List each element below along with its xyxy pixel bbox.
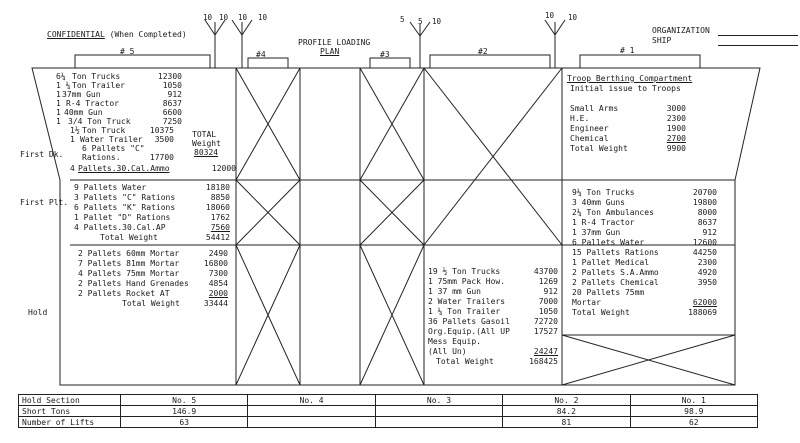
- value: 1050: [538, 307, 558, 316]
- item: 3 Pallets "C" Rations: [74, 193, 176, 202]
- item: 9 Pallets Water: [74, 183, 147, 192]
- value: 3500: [154, 135, 174, 144]
- item: Total Weight: [572, 308, 630, 317]
- item: 6 Pallets Water: [572, 238, 645, 247]
- item: 20 Pallets 75mm: [572, 288, 645, 297]
- value: 2700: [666, 134, 686, 143]
- item: R-4 Tractor: [66, 99, 119, 108]
- ship-label: SHIP: [652, 36, 672, 45]
- item: 4 Pallets.30.Cal.AP: [74, 223, 166, 232]
- when-completed-text: (When Completed): [109, 30, 187, 39]
- value: 4854: [208, 279, 228, 288]
- item: Mortar: [572, 298, 601, 307]
- item: 1 37 mm Gun: [428, 287, 481, 296]
- item: Pallets.30.Cal.Ammo: [78, 164, 170, 173]
- cell: 98.9: [630, 406, 757, 417]
- value: 54412: [205, 233, 230, 242]
- item: 1 Pallet "D" Rations: [74, 213, 171, 222]
- hold-section-summary-table: [18, 394, 758, 428]
- item: 1 Pallet Medical: [572, 258, 650, 267]
- qty: 6¼: [56, 72, 66, 81]
- item: Org.Equip.(All UP: [428, 327, 510, 336]
- item: 3 40mm Guns: [572, 198, 625, 207]
- item: 1 75mm Pack How.: [428, 277, 506, 286]
- item: 3/4 Ton Truck: [68, 117, 131, 126]
- value: 7250: [162, 117, 182, 126]
- cell: No. 5: [121, 395, 248, 406]
- deck-label-first-dk: First Dk.: [20, 150, 64, 159]
- hold2-hold-list: [428, 267, 558, 372]
- item: Total Weight: [436, 357, 494, 366]
- cell: 84.2: [503, 406, 630, 417]
- cell: [248, 417, 375, 428]
- cell: No. 1: [630, 395, 757, 406]
- hatch-label-3: #3: [380, 50, 390, 59]
- value: 2490: [208, 249, 228, 258]
- value: 3000: [666, 104, 686, 113]
- item: (All Un): [428, 347, 467, 356]
- item: Ton Trailer: [72, 81, 125, 90]
- item: 2 Pallets S.A.Ammo: [572, 268, 659, 277]
- value: 20700: [692, 188, 717, 197]
- item: Ton Truck: [82, 126, 126, 135]
- item: Total Weight: [122, 299, 180, 308]
- value: 18180: [205, 183, 230, 192]
- qty: 1½: [70, 126, 80, 135]
- item: 2 Water Trailers: [428, 297, 506, 306]
- qty: 1 ¼: [56, 81, 71, 90]
- table-row: [19, 395, 758, 406]
- item: 15 Pallets Rations: [572, 248, 659, 257]
- hold5-total-label2: Weight: [192, 139, 221, 148]
- value: 8637: [697, 218, 717, 227]
- item: 4 Pallets 75mm Mortar: [78, 269, 180, 278]
- value: 7300: [208, 269, 228, 278]
- value: 16800: [203, 259, 228, 268]
- value: 44250: [692, 248, 717, 257]
- value: 1900: [666, 124, 686, 133]
- value: 4920: [697, 268, 717, 277]
- hatch-label-4: #4: [256, 50, 266, 59]
- value: 2000: [208, 289, 228, 298]
- item: 1 ¼ Ton Trailer: [428, 307, 501, 316]
- item: Engineer: [570, 124, 609, 133]
- value: 1269: [538, 277, 558, 286]
- value: 12000: [211, 164, 236, 173]
- boom-label: 10: [203, 13, 213, 22]
- row-label: Number of Lifts: [19, 417, 121, 428]
- value: 8850: [210, 193, 230, 202]
- ship-line: [718, 45, 798, 46]
- cell: [248, 406, 375, 417]
- value: 6600: [162, 108, 182, 117]
- row-label: Hold Section: [19, 395, 121, 406]
- organization-line: [718, 35, 798, 36]
- value: 33444: [203, 299, 228, 308]
- value: 12300: [157, 72, 182, 81]
- cell: No. 4: [248, 395, 375, 406]
- value: 17700: [149, 153, 174, 162]
- value: 24247: [533, 347, 558, 356]
- value: 7560: [210, 223, 230, 232]
- hatch-label-5: # 5: [120, 47, 135, 56]
- qty: 1: [56, 90, 61, 99]
- cell: 81: [503, 417, 630, 428]
- value: 912: [167, 90, 182, 99]
- item: 7 Pallets 81mm Mortar: [78, 259, 180, 268]
- item: Chemical: [570, 134, 609, 143]
- item: H.E.: [570, 114, 590, 123]
- boom-label: 10: [432, 17, 442, 26]
- item: Water Trailer: [80, 135, 143, 144]
- value: 3950: [697, 278, 717, 287]
- plan-title-line2: PLAN: [320, 47, 340, 56]
- item: 2 Pallets Hand Grenades: [78, 279, 189, 288]
- deck-label-first-plt: First Plt.: [20, 198, 69, 207]
- boom-label: 5: [400, 15, 405, 24]
- item: 2¼ Ton Ambulances: [572, 208, 654, 217]
- confidential-text: CONFIDENTIAL: [47, 30, 105, 39]
- item: 9¼ Ton Trucks: [572, 188, 635, 197]
- value: 17527: [533, 327, 558, 336]
- item: Total Weight: [100, 233, 158, 242]
- item: 6 Pallets "K" Rations: [74, 203, 176, 212]
- boom-label: 10: [258, 13, 268, 22]
- table-row: [19, 417, 758, 428]
- boom-label: 5: [418, 17, 423, 26]
- item: 1 37mm Gun: [572, 228, 621, 237]
- value: 912: [702, 228, 717, 237]
- hold1-issue-list: [570, 104, 686, 154]
- value: 168425: [529, 357, 558, 366]
- value: 2300: [666, 114, 686, 123]
- value: 12600: [692, 238, 717, 247]
- boom-label: 10: [238, 13, 248, 22]
- qty: 1: [56, 99, 61, 108]
- boom-label: 10: [568, 13, 578, 22]
- qty: 1: [56, 108, 61, 117]
- hold5-total-value: 80324: [194, 148, 219, 157]
- hold5-first-plt-list: [74, 183, 230, 243]
- organization-label: ORGANIZATION: [652, 26, 710, 35]
- value: 18060: [205, 203, 230, 212]
- boom-label: 10: [545, 11, 555, 20]
- item: 2 Pallets Chemical: [572, 278, 659, 287]
- cell: 62: [630, 417, 757, 428]
- item: Total Weight: [570, 144, 628, 153]
- value: 912: [543, 287, 558, 296]
- value: 8637: [162, 99, 182, 108]
- cell: 63: [121, 417, 248, 428]
- cell: No. 3: [375, 395, 502, 406]
- qty: 1: [56, 117, 61, 126]
- cell: [375, 406, 502, 417]
- hatch-label-2: #2: [478, 47, 488, 56]
- item: Small Arms: [570, 104, 619, 113]
- row-label: Short Tons: [19, 406, 121, 417]
- item: 37mm Gun: [62, 90, 101, 99]
- hold5-total-label: TOTAL: [192, 130, 217, 139]
- value: 43700: [533, 267, 558, 276]
- hold1-title: Troop Berthing Compartment: [567, 74, 693, 83]
- boom-label: 10: [219, 13, 229, 22]
- item: 1 R-4 Tractor: [572, 218, 635, 227]
- hold1-lower-list: [572, 188, 717, 320]
- value: 2300: [697, 258, 717, 267]
- value: 8000: [697, 208, 717, 217]
- value: 62000: [692, 298, 717, 307]
- confidential-label: [47, 30, 187, 39]
- item: 40mm Gun: [64, 108, 103, 117]
- plan-title-line1: PROFILE LOADING: [298, 38, 371, 47]
- value: 1762: [210, 213, 230, 222]
- item: 36 Pallets Gasoil: [428, 317, 510, 326]
- qty: 4: [70, 164, 75, 173]
- item: 2 Pallets 60mm Mortar: [78, 249, 180, 258]
- value: 19800: [692, 198, 717, 207]
- qty: 1: [70, 135, 75, 144]
- cell: No. 2: [503, 395, 630, 406]
- item: 2 Pallets Rocket AT: [78, 289, 170, 298]
- value: 9900: [666, 144, 686, 153]
- cell: [375, 417, 502, 428]
- item: 6 Pallets "C": [82, 144, 145, 153]
- hold1-subtitle: Initial issue to Troops: [570, 84, 681, 93]
- item: Rations.: [82, 153, 121, 162]
- item: Mess Equip.: [428, 337, 481, 346]
- value: 10375: [149, 126, 174, 135]
- cell: 146.9: [121, 406, 248, 417]
- deck-label-hold: Hold: [28, 308, 48, 317]
- hold5-hold-list: [78, 249, 228, 309]
- value: 188069: [688, 308, 717, 317]
- value: 7000: [538, 297, 558, 306]
- value: 1050: [162, 81, 182, 90]
- item: Ton Trucks: [72, 72, 121, 81]
- value: 72720: [533, 317, 558, 326]
- table-row: [19, 406, 758, 417]
- hatch-label-1: # 1: [620, 46, 635, 55]
- item: 19 ½ Ton Trucks: [428, 267, 501, 276]
